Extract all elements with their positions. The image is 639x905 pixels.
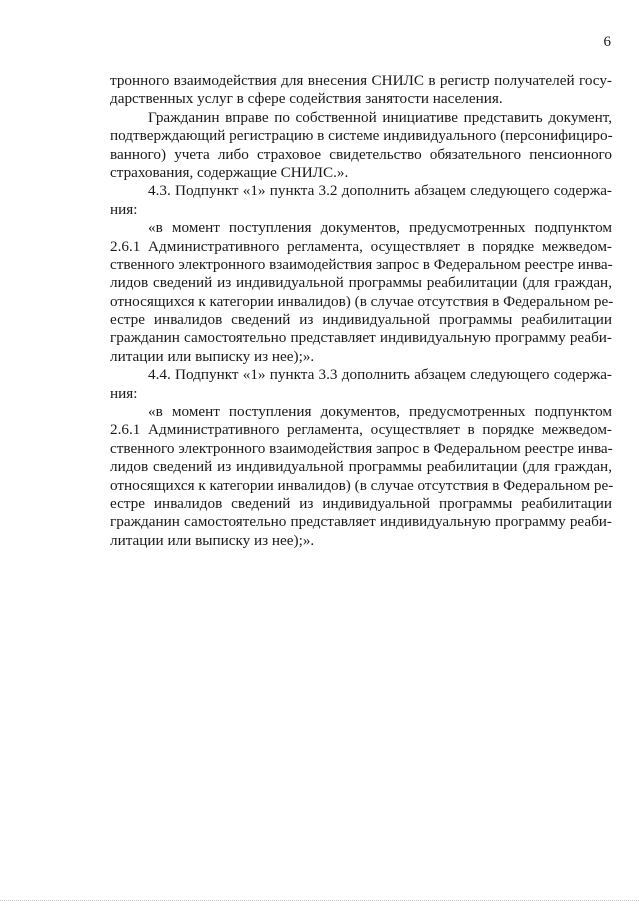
paragraph — [110, 109, 612, 183]
text-line: тронного взаимодействия для внесения СНИЛС в регистр получателей госу- — [110, 72, 612, 89]
text-line: «в момент поступления документов, предусмотренных подпунктом — [148, 403, 612, 421]
paragraph — [110, 366, 612, 403]
text-line: естре инвалидов сведений из индивидуальной программы реабилитации — [110, 311, 612, 329]
text-line: дарственных услуг в сфере содействия занятости населения. — [110, 90, 503, 108]
text-line: Гражданин вправе по собственной инициативе представить документ, — [148, 108, 612, 126]
text-line: ственного электронного взаимодействия запрос в Федеральном реестре инва- — [110, 439, 613, 457]
text-line: относящихся к категории инвалидов) (в случае отсутствия в Федеральном ре- — [110, 292, 614, 310]
text-line: страхования, содержащие СНИЛС.». — [110, 163, 349, 181]
text-line: литации или выписку из нее);». — [110, 347, 315, 365]
text-line: ния: — [110, 384, 138, 402]
paragraph — [110, 403, 612, 550]
page-bottom-rule — [0, 900, 639, 901]
paragraph — [110, 72, 612, 109]
text-line: естре инвалидов сведений из индивидуальной программы реабилитации — [110, 494, 612, 512]
text-line: ванного) учета либо страховое свидетельство обязательного пенсионного — [110, 145, 612, 163]
text-line: ственного электронного взаимодействия запрос в Федеральном реестре инва- — [110, 255, 613, 273]
paragraph — [110, 219, 612, 366]
text-line: ния: — [110, 200, 138, 218]
text-line: относящихся к категории инвалидов) (в случае отсутствия в Федеральном ре- — [110, 476, 614, 494]
text-line: 4.4. Подпункт «1» пункта 3.3 дополнить абзацем следующего содержа- — [148, 366, 612, 384]
text-line: лидов сведений из индивидуальной программы реабилитации (для граждан, — [110, 274, 612, 292]
text-line: гражданин самостоятельно представляет индивидуальную программу реаби- — [110, 513, 612, 531]
text-line: гражданин самостоятельно представляет индивидуальную программу реаби- — [110, 329, 612, 347]
text-line: 2.6.1 Административного регламента, осуществляет в порядке межведом- — [110, 421, 612, 439]
document-body — [110, 72, 612, 550]
paragraph — [110, 182, 612, 219]
text-line: лидов сведений из индивидуальной программы реабилитации (для граждан, — [110, 458, 612, 476]
text-line: 4.3. Подпункт «1» пункта 3.2 дополнить абзацем следующего содержа- — [148, 182, 612, 200]
page-number: 6 — [603, 34, 611, 50]
text-line: «в момент поступления документов, предусмотренных подпунктом — [148, 219, 612, 237]
text-line: литации или выписку из нее);». — [110, 531, 315, 549]
text-line: 2.6.1 Административного регламента, осуществляет в порядке межведом- — [110, 237, 612, 255]
text-line: подтверждающий регистрацию в системе индивидуального (персонифициро- — [110, 127, 613, 145]
